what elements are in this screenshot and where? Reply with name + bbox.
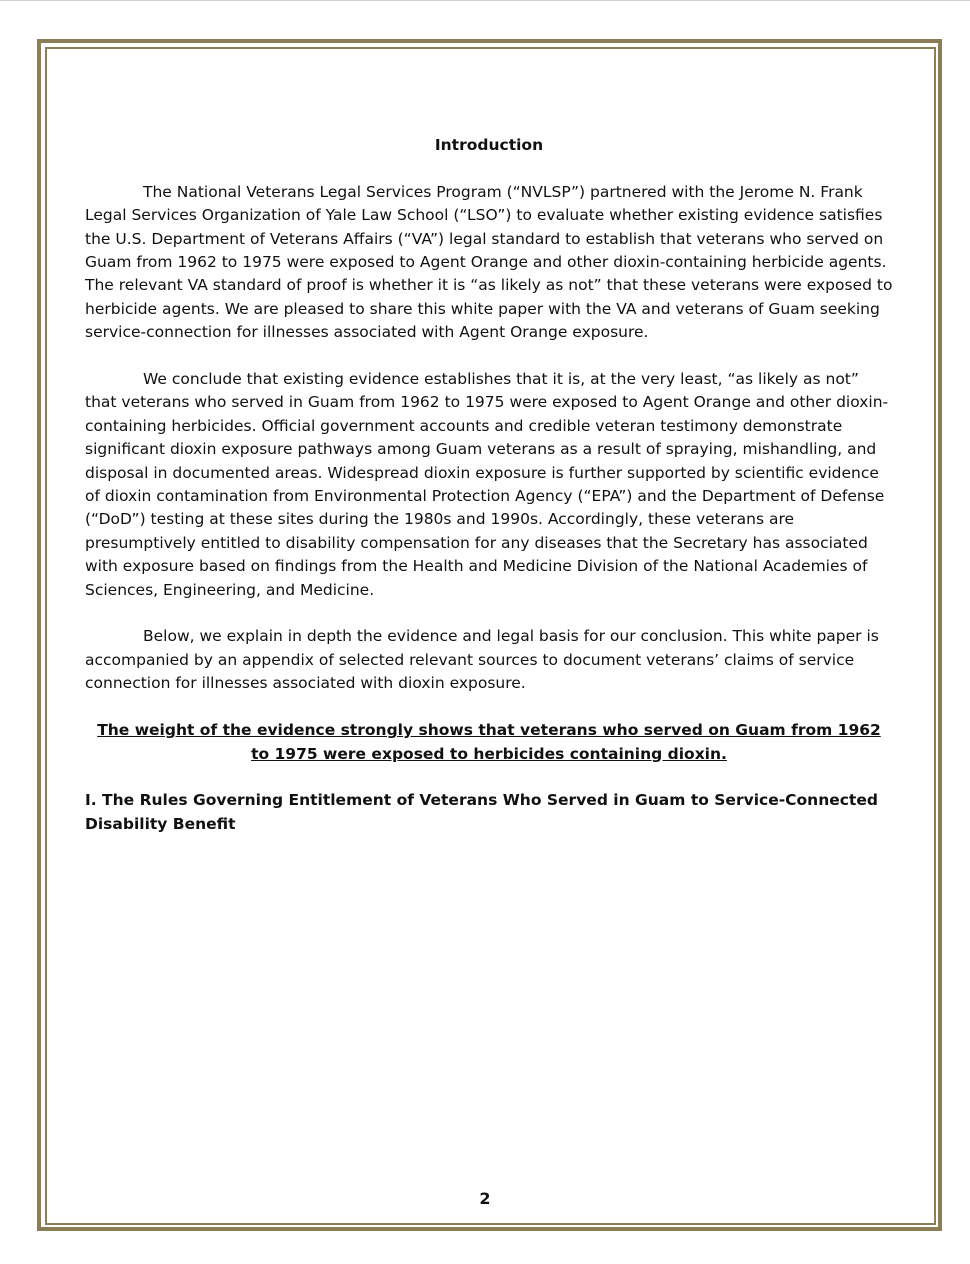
key-finding-statement: The weight of the evidence strongly shows that veterans who served on Guam from 1962 to 1975 were exposed to herbicides containing dioxin. (97, 721, 881, 763)
paragraph-nvlsp-partnership: The National Veterans Legal Services Program (“NVLSP”) partnered with the Jerome N. Frank Legal Services Organization of Yale Law School (“LSO”) to evaluate whether existing evidence satisfies the U.S. Department of Veterans Affairs (“VA”) legal standard to establish that veterans who served on Guam from 1962 to 1975 were exposed to Agent Orange and other dioxin-containing herbicide agents. The relevant VA standard of proof is whether it is “as likely as not” that these veterans were exposed to herbicide agents. We are pleased to share this white paper with the VA and veterans of Guam seeking service-connection for illnesses associated with Agent Orange exposure. (85, 182, 893, 342)
section-heading-rules: I. The Rules Governing Entitlement of Veterans Who Served in Guam to Service-Connected Disability Benefit (85, 791, 878, 833)
page-number: 2 (479, 1189, 491, 1208)
paragraph-explanation: Below, we explain in depth the evidence and legal basis for our conclusion. This white paper is accompanied by an appendix of selected relevant sources to document veterans’ claims of service connection for illnesses associated with dioxin exposure. (85, 627, 879, 693)
paragraph-conclusion: We conclude that existing evidence establishes that it is, at the very least, “as likely as not” that veterans who served in Guam from 1962 to 1975 were exposed to Agent Orange and other dioxin-containing herbicides. Official government accounts and credible veteran testimony demonstrate significant dioxin exposure pathways among Guam veterans as a result of spraying, mishandling, and disposal in documented areas. Widespread dioxin exposure is further supported by scientific evidence of dioxin contamination from Environmental Protection Agency (“EPA”) and the Department of Defense (“DoD”) testing at these sites during the 1980s and 1990s. Accordingly, these veterans are presumptively entitled to disability compensation for any diseases that the Secretary has associated with exposure based on findings from the Health and Medicine Division of the National Academies of Sciences, Engineering, and Medicine. (85, 370, 889, 599)
introduction-heading: Introduction (434, 136, 544, 154)
page-top-rule (0, 0, 970, 1)
document-body (85, 134, 893, 836)
